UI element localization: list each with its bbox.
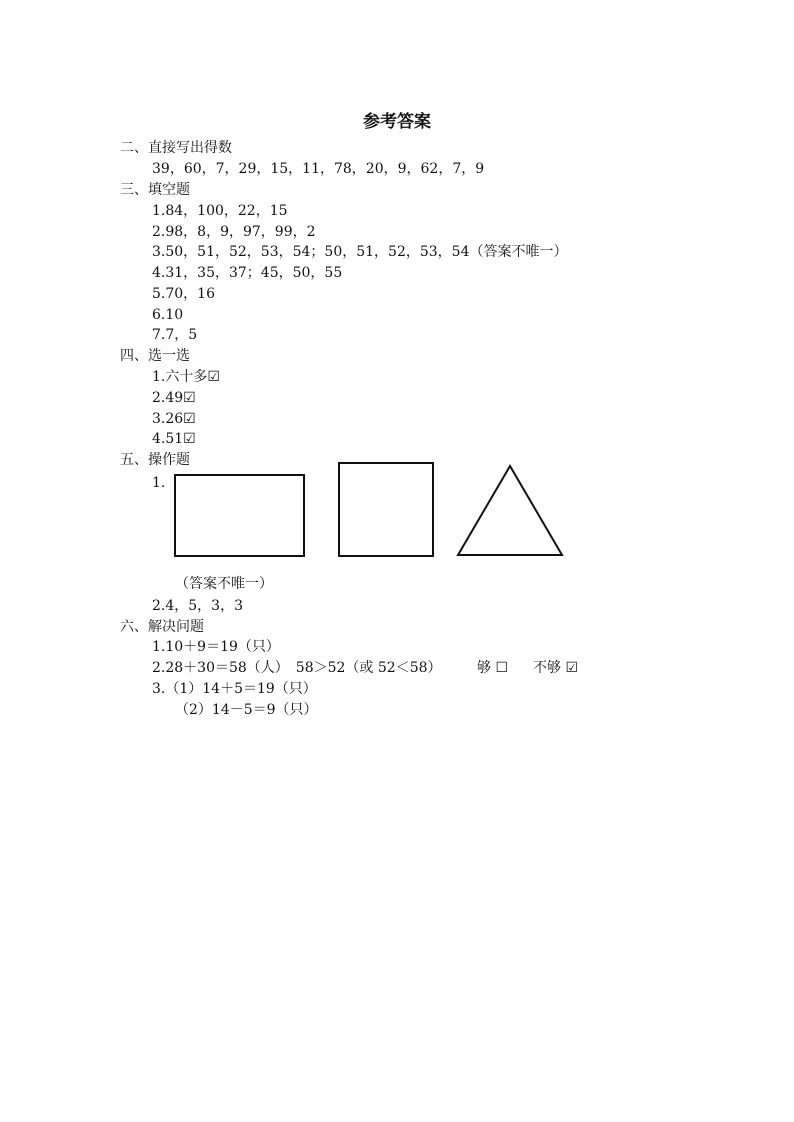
section-3-heading: 三、填空题 <box>120 182 190 198</box>
section-4-item-4: 4.51☑ <box>152 431 196 447</box>
section-4-item-1: 1.六十多☑ <box>152 369 220 385</box>
enough-option: 够 ☐ <box>477 660 509 676</box>
section-4-item-3: 3.26☑ <box>152 411 196 427</box>
section-4-heading: 四、选一选 <box>120 348 190 364</box>
section-6-item-2: 2.28＋30＝58（人） 58＞52（或 52＜58） <box>152 660 442 676</box>
section-3-item-6: 6.10 <box>152 307 184 323</box>
section-5-note: （答案不唯一） <box>175 576 273 592</box>
section-6-item-3-1: 3.（1）14＋5＝19（只） <box>152 681 317 697</box>
section-3-item-1: 1.84，100，22，15 <box>152 203 288 219</box>
section-2-heading: 二、直接写出得数 <box>120 140 232 156</box>
section-6-item-1: 1.10＋9＝19（只） <box>152 639 280 655</box>
section-5-item-1-label: 1. <box>152 475 166 491</box>
section-6-item-3-2: （2）14－5＝9（只） <box>175 702 318 718</box>
section-3-item-3: 3.50，51，52，53，54；50，51，52，53，54（答案不唯一） <box>152 244 568 260</box>
section-3-item-2: 2.98，8，9，97，99，2 <box>152 224 316 240</box>
section-5-item-2: 2.4，5，3，3 <box>152 598 243 614</box>
section-3-item-4: 4.31，35，37；45，50，55 <box>152 265 343 281</box>
section-3-item-5: 5.70，16 <box>152 286 215 302</box>
rectangle-shape <box>175 475 304 556</box>
section-2-answers: 39，60，7，29，15，11，78，20，9，62，7，9 <box>152 161 485 177</box>
section-5-heading: 五、操作题 <box>120 452 190 468</box>
section-6-heading: 六、解决问题 <box>120 619 204 635</box>
section-3-item-7: 7.7，5 <box>152 327 198 343</box>
section-4-item-2: 2.49☑ <box>152 390 196 406</box>
page-title: 参考答案 <box>363 112 431 132</box>
square-shape <box>339 463 433 556</box>
not-enough-option: 不够 ☑ <box>533 660 579 676</box>
triangle-shape <box>458 466 562 555</box>
